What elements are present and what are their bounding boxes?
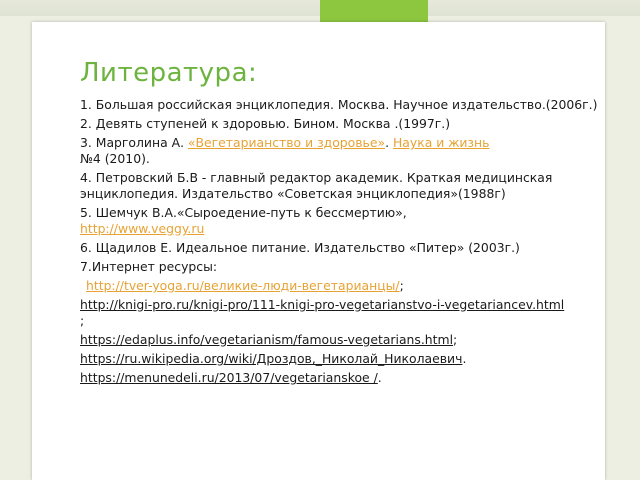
resource-1-suffix: ; xyxy=(399,278,404,293)
internet-resource-2 xyxy=(80,297,600,329)
wikipedia-link[interactable]: https://ru.wikipedia.org/wiki/Дроздов,_Николай_Николаевич xyxy=(80,351,463,366)
reference-4: 4. Петровский Б.В - главный редактор академик. Краткая медицинская энциклопедия. Издательство «Советская энциклопедия»(1988г) xyxy=(80,170,553,201)
reference-7: 7.Интернет ресурсы: xyxy=(80,259,218,274)
reference-5-text: 5. Шемчук В.А.«Сыроедение-путь к бессмертию», xyxy=(80,205,407,220)
reference-5 xyxy=(80,205,600,237)
slide-title: Литература: xyxy=(80,58,258,88)
knigi-pro-link[interactable]: http://knigi-pro.ru/knigi-pro/111-knigi-pro-vegetarianstvo-i-vegetariancev.html xyxy=(80,297,565,312)
reference-1: 1. Большая российская энциклопедия. Москва. Научное издательство.(2006г.) xyxy=(80,97,598,112)
internet-resource-1 xyxy=(80,278,600,294)
article-link[interactable]: «Вегетарианство и здоровье» xyxy=(187,135,386,150)
reference-6: 6. Щадилов Е. Идеальное питание. Издательство «Питер» (2003г.) xyxy=(80,240,520,255)
reference-2: 2. Девять ступеней к здоровью. Бином. Москва .(1997г.) xyxy=(80,116,451,131)
menunedeli-link[interactable]: https://menunedeli.ru/2013/07/vegetarianskoe / xyxy=(80,370,378,385)
veggy-link[interactable]: http://www.veggy.ru xyxy=(80,221,205,236)
reference-3 xyxy=(80,135,600,167)
reference-3-author: 3. Марголина А. xyxy=(80,135,188,150)
reference-list xyxy=(80,97,600,389)
internet-resource-5 xyxy=(80,370,600,386)
reference-3-sep: . xyxy=(385,135,393,150)
internet-resource-3 xyxy=(80,332,600,348)
edaplus-link[interactable]: https://edaplus.info/vegetarianism/famous-vegetarians.html xyxy=(80,332,454,347)
tver-yoga-link[interactable]: http://tver-yoga.ru/великие-люди-вегетарианцы/ xyxy=(86,278,400,293)
resource-3-suffix: ; xyxy=(453,332,458,347)
internet-resource-4 xyxy=(80,351,600,367)
reference-3-issue: №4 (2010). xyxy=(80,151,150,166)
resource-4-suffix: . xyxy=(462,351,467,366)
resource-2-suffix: ; xyxy=(80,313,85,328)
resource-5-suffix: . xyxy=(377,370,382,385)
journal-link[interactable]: Наука и жизнь xyxy=(392,135,490,150)
